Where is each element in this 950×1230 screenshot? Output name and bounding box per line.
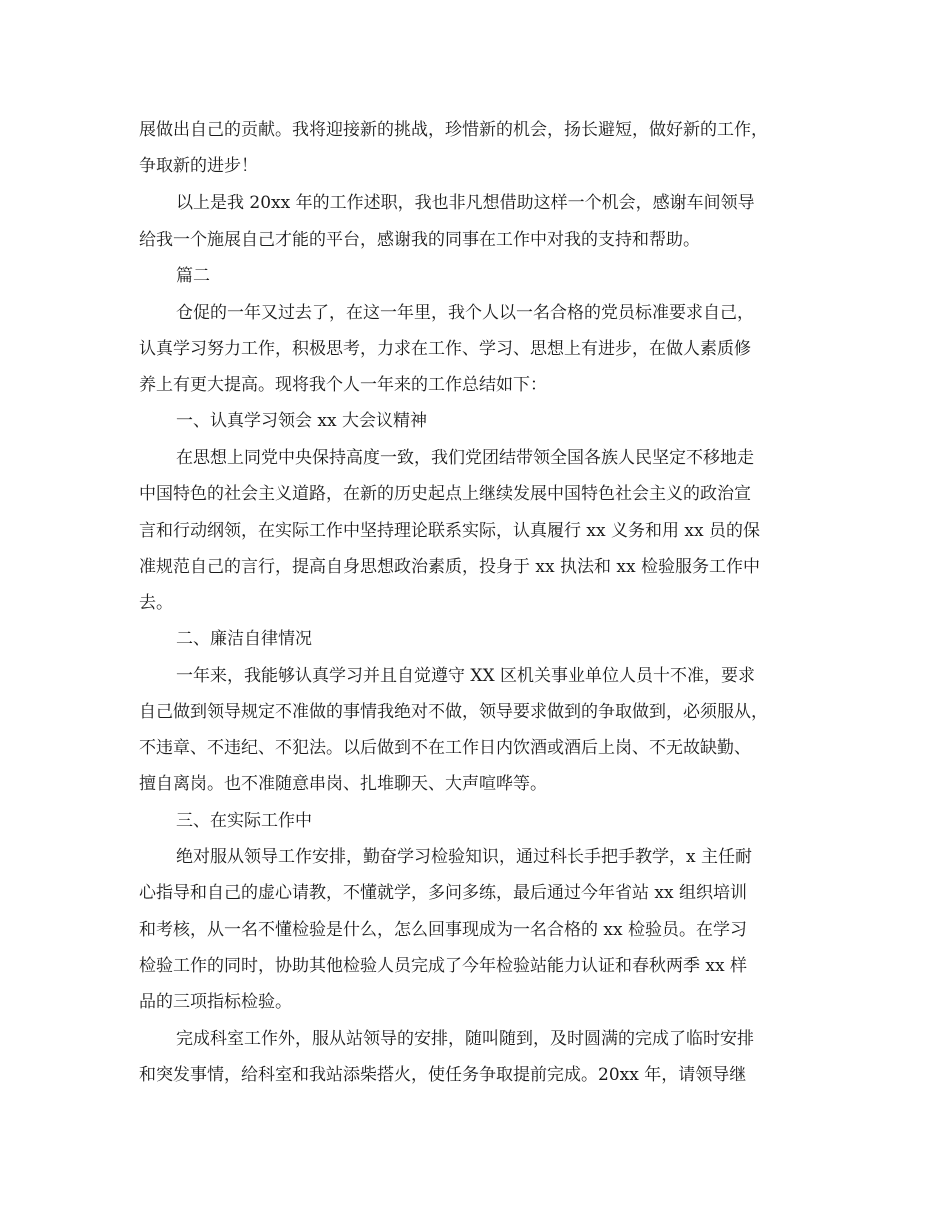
text-line: 检验工作的同时，协助其他检验人员完成了今年检验站能力认证和春秋两季 xx 样 <box>139 956 747 976</box>
text-line: 去。 <box>139 593 173 613</box>
text-line: 中国特色的社会主义道路，在新的历史起点上继续发展中国特色社会主义的政治宣 <box>139 484 751 504</box>
text-line: 和考核，从一名不懂检验是什么，怎么回事现成为一名合格的 xx 检验员。在学习 <box>139 920 747 940</box>
text-line: 准规范自己的言行，提高自身思想政治素质，投身于 xx 执法和 xx 检验服务工作中 <box>139 557 760 577</box>
section-heading: 一、认真学习领会 xx 大会议精神 <box>176 411 427 431</box>
text-line: 一年来，我能够认真学习并且自觉遵守 XX 区机关事业单位人员十不准，要求 <box>176 666 756 686</box>
text-line: 认真学习努力工作，积极思考，力求在工作、学习、思想上有进步，在做人素质修 <box>139 339 751 359</box>
text-line: 和突发事情，给科室和我站添柴搭火，使任务争取提前完成。20xx 年，请领导继 <box>139 1065 747 1085</box>
text-line: 仓促的一年又过去了，在这一年里，我个人以一名合格的党员标准要求自己， <box>176 303 754 323</box>
text-line: 擅自离岗。也不准随意串岗、扎堆聊天、大声喧哗等。 <box>139 774 547 794</box>
text-line: 给我一个施展自己才能的平台，感谢我的同事在工作中对我的支持和帮助。 <box>139 230 700 250</box>
text-line: 展做出自己的贡献。我将迎接新的挑战，珍惜新的机会，扬长避短，做好新的工作， <box>139 120 768 140</box>
text-line: 在思想上同党中央保持高度一致，我们党团结带领全国各族人民坚定不移地走 <box>176 448 754 468</box>
text-line: 以上是我 20xx 年的工作述职，我也非凡想借助这样一个机会，感谢车间领导 <box>176 193 755 213</box>
section-heading: 三、在实际工作中 <box>176 811 312 831</box>
text-line: 养上有更大提高。现将我个人一年来的工作总结如下： <box>139 375 547 395</box>
text-line: 不违章、不违纪、不犯法。以后做到不在工作日内饮酒或酒后上岗、不无故缺勤、 <box>139 738 751 758</box>
text-line: 绝对服从领导工作安排，勤奋学习检验知识，通过科长手把手教学，x 主任耐 <box>176 847 752 867</box>
text-line: 自己做到领导规定不准做的事情我绝对不做，领导要求做到的争取做到，必须服从， <box>139 702 768 722</box>
text-line: 争取新的进步！ <box>139 156 258 176</box>
text-line: 心指导和自己的虚心请教，不懂就学，多问多练，最后通过今年省站 xx 组织培训 <box>139 883 747 903</box>
text-line: 品的三项指标检验。 <box>139 992 292 1012</box>
text-line: 完成科室工作外，服从站领导的安排，随叫随到，及时圆满的完成了临时安排 <box>176 1029 754 1049</box>
section-heading: 二、廉洁自律情况 <box>176 629 312 649</box>
section-heading: 篇二 <box>176 266 210 286</box>
text-line: 言和行动纲领，在实际工作中坚持理论联系实际，认真履行 xx 义务和用 xx 员的保 <box>139 521 760 541</box>
